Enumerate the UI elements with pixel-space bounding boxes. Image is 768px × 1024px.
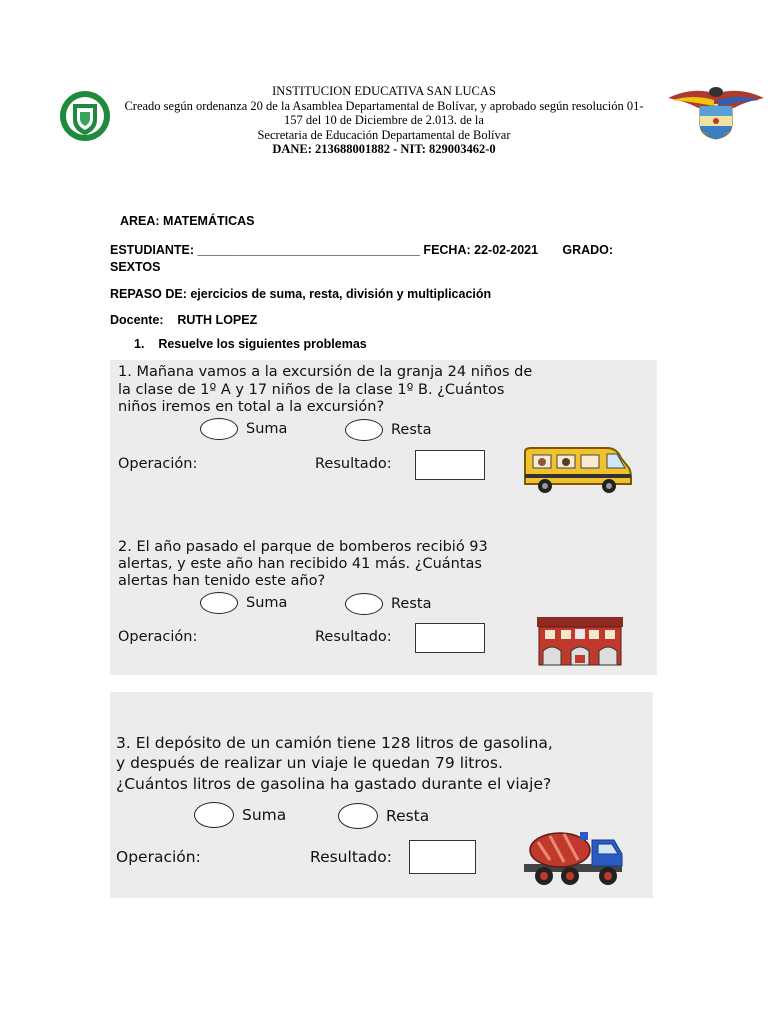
- radio-circle[interactable]: [200, 592, 238, 614]
- radio-circle[interactable]: [345, 593, 383, 615]
- problem-1-result-box[interactable]: [415, 450, 485, 480]
- radio-circle[interactable]: [338, 803, 378, 829]
- teacher-line: Docente: RUTH LOPEZ: [110, 313, 258, 327]
- problem-3-result-box[interactable]: [409, 840, 476, 874]
- school-bus-icon: [521, 444, 633, 494]
- institution-resolution-date: 157 del 10 de Diciembre de 2.013. de la: [284, 113, 484, 127]
- problem-3-option-resta[interactable]: [338, 803, 429, 829]
- radio-circle[interactable]: [345, 419, 383, 441]
- problem-1-operation-label: Operación:: [118, 456, 198, 472]
- option-label: Suma: [242, 806, 287, 824]
- problem-2-operation-label: Operación:: [118, 629, 198, 645]
- institution-secretariat: Secretaria de Educación Departamental de Bolívar: [257, 127, 511, 142]
- institution-name: INSTITUCION EDUCATIVA SAN LUCAS: [272, 84, 496, 98]
- problem-3-operation-label: Operación:: [116, 848, 201, 866]
- institution-creation-note: Creado según ordenanza 20 de la Asamblea Departamental de Bolívar, y aprobado según resolución 01-: [124, 98, 644, 113]
- review-topics: REPASO DE: ejercicios de suma, resta, división y multiplicación: [110, 287, 492, 301]
- problem-3-result-label: Resultado:: [310, 848, 392, 866]
- problem-2-result-box[interactable]: [415, 623, 485, 653]
- problem-2-result-label: Resultado:: [315, 629, 392, 645]
- problem-2-text-line-2: alertas, y este año han recibido 41 más. ¿Cuántas: [118, 556, 482, 572]
- problem-1-result-label: Resultado:: [315, 456, 392, 472]
- problem-1-text-line-2: la clase de 1º A y 17 niños de la clase 1º B. ¿Cuántos: [118, 382, 505, 398]
- grade-value: SEXTOS: [110, 260, 161, 274]
- option-label: Suma: [246, 421, 288, 437]
- problem-1-option-suma[interactable]: [200, 418, 287, 440]
- problem-2-text-line-1: 2. El año pasado el parque de bomberos recibió 93: [118, 539, 488, 555]
- option-label: Suma: [246, 595, 288, 611]
- coat-of-arms-logo: [664, 84, 768, 140]
- option-label: Resta: [391, 596, 432, 612]
- problem-2-option-suma[interactable]: [200, 592, 287, 614]
- radio-circle[interactable]: [200, 418, 238, 440]
- problem-1-option-resta[interactable]: [345, 419, 431, 441]
- problem-3-text-line-2: y después de realizar un viaje le quedan 79 litros.: [116, 754, 503, 772]
- cement-truck-icon: [520, 826, 626, 888]
- radio-circle[interactable]: [194, 802, 234, 828]
- school-seal-logo: [59, 88, 111, 144]
- area-label: AREA: MATEMÁTICAS: [120, 214, 255, 228]
- problem-3-text-line-1: 3. El depósito de un camión tiene 128 litros de gasolina,: [116, 734, 553, 752]
- problem-2-option-resta[interactable]: [345, 593, 431, 615]
- problem-3-option-suma[interactable]: [194, 802, 286, 828]
- institution-header: [110, 84, 658, 157]
- instruction-line: 1. Resuelve los siguientes problemas: [134, 337, 367, 351]
- fire-station-icon: [535, 615, 625, 667]
- problem-1-text-line-3: niños iremos en total a la excursión?: [118, 399, 385, 415]
- problem-2-text-line-3: alertas han tenido este año?: [118, 573, 326, 589]
- option-label: Resta: [386, 807, 430, 825]
- institution-codes: DANE: 213688001882 - NIT: 829003462-0: [272, 142, 496, 156]
- option-label: Resta: [391, 422, 432, 438]
- problem-3-text-line-3: ¿Cuántos litros de gasolina ha gastado durante el viaje?: [116, 775, 552, 793]
- problem-1-text-line-1: 1. Mañana vamos a la excursión de la granja 24 niños de: [118, 364, 533, 380]
- student-date-grade-line: ESTUDIANTE: ________________________________ FECHA: 22-02-2021 GRADO:: [110, 243, 614, 257]
